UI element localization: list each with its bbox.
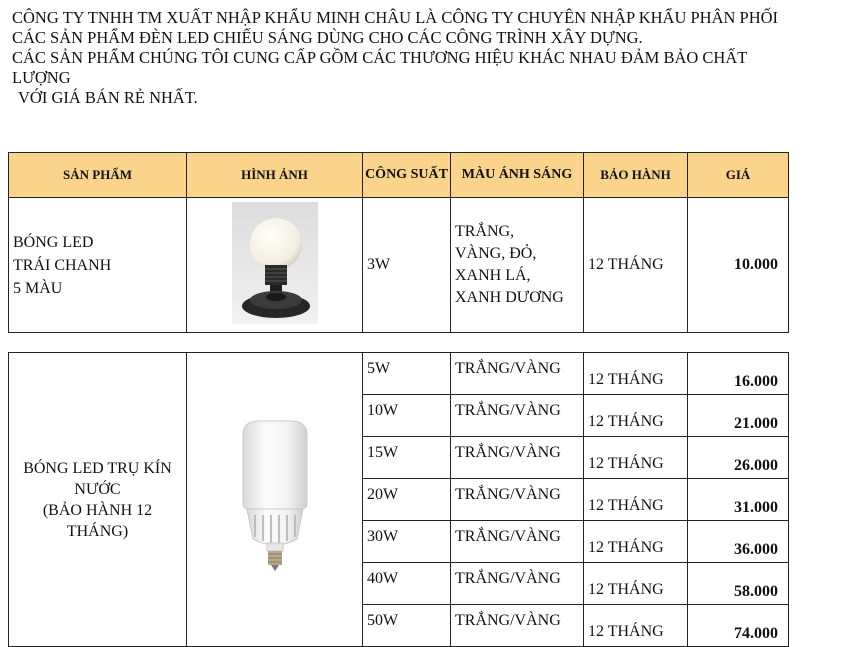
lemon-led-bulb-image (232, 202, 318, 324)
product-colors: TRẮNG, VÀNG, ĐỎ, XANH LÁ, XANH DƯƠNG (451, 198, 584, 333)
product-warranty: 12 THÁNG (584, 563, 688, 605)
header-product: SẢN PHẨM (9, 153, 187, 198)
product-warranty: 12 THÁNG (584, 395, 688, 437)
product-power: 5W (363, 353, 451, 395)
product-price: 58.000 (688, 563, 789, 605)
product-table-1 (8, 152, 789, 333)
product-price: 16.000 (688, 353, 789, 395)
product-color: TRẮNG/VÀNG (451, 605, 584, 647)
product-power: 30W (363, 521, 451, 563)
product-price: 31.000 (688, 479, 789, 521)
product-color: TRẮNG/VÀNG (451, 521, 584, 563)
product-warranty: 12 THÁNG (584, 605, 688, 647)
product-power: 3W (363, 198, 451, 333)
table-header-row (9, 153, 789, 198)
header-warranty: BẢO HÀNH (584, 153, 688, 198)
product-color: TRẮNG/VÀNG (451, 353, 584, 395)
table-row (9, 198, 789, 333)
product-color: TRẮNG/VÀNG (451, 479, 584, 521)
product-power: 10W (363, 395, 451, 437)
product-warranty: 12 THÁNG (584, 479, 688, 521)
intro-line: CÁC SẢN PHẨM CHÚNG TÔI CUNG CẤP GỒM CÁC THƯƠNG HIỆU KHÁC NHAU ĐẢM BẢO CHẤT (12, 48, 748, 67)
header-price: GIÁ (688, 153, 789, 198)
intro-line: LƯỢNG (12, 68, 71, 87)
product-price: 21.000 (688, 395, 789, 437)
intro-line: CÁC SẢN PHẨM ĐÈN LED CHIẾU SÁNG DÙNG CHO CÁC CÔNG TRÌNH XÂY DỰNG. (12, 28, 643, 47)
product-power: 50W (363, 605, 451, 647)
product-color: TRẮNG/VÀNG (451, 437, 584, 479)
header-power: CÔNG SUẤT (363, 153, 451, 198)
product-warranty: 12 THÁNG (584, 521, 688, 563)
product-name: BÓNG LED TRÁI CHANH 5 MÀU (9, 198, 187, 333)
product-warranty: 12 THÁNG (584, 198, 688, 333)
cropped-text-line (150, 127, 400, 133)
header-color: MÀU ÁNH SÁNG (451, 153, 584, 198)
product-power: 20W (363, 479, 451, 521)
intro-text (12, 8, 847, 108)
product-warranty: 12 THÁNG (584, 353, 688, 395)
product-table-2 (8, 352, 789, 647)
intro-line: VỚI GIÁ BÁN RẺ NHẤT. (18, 88, 198, 107)
product-color: TRẮNG/VÀNG (451, 395, 584, 437)
product-color: TRẮNG/VÀNG (451, 563, 584, 605)
product-power: 15W (363, 437, 451, 479)
product-image-cell (187, 198, 363, 333)
product-price: 36.000 (688, 521, 789, 563)
product-price: 74.000 (688, 605, 789, 647)
product-image-cell (187, 353, 363, 647)
product-price: 10.000 (688, 198, 789, 333)
table-row (9, 353, 789, 395)
cylinder-led-bulb-image (237, 417, 313, 577)
product-name: BÓNG LED TRỤ KÍN NƯỚC (BẢO HÀNH 12 THÁNG) (9, 353, 187, 647)
intro-line: CÔNG TY TNHH TM XUẤT NHẬP KHẨU MINH CHÂU LÀ CÔNG TY CHUYÊN NHẬP KHẨU PHÂN PHỐI (12, 8, 779, 27)
header-image: HÌNH ẢNH (187, 153, 363, 198)
product-price: 26.000 (688, 437, 789, 479)
product-power: 40W (363, 563, 451, 605)
product-warranty: 12 THÁNG (584, 437, 688, 479)
